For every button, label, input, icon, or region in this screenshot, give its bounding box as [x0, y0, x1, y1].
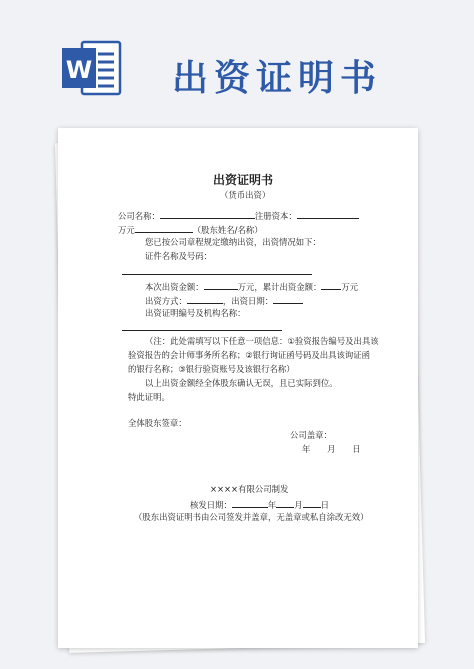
registered-capital-label: 注册资本： — [254, 211, 297, 221]
cert-label: 证件名称及号码： — [145, 251, 212, 261]
shareholder-name-label: （股东姓名/名称） — [192, 225, 263, 235]
company-name-row — [118, 210, 359, 220]
issuer-text: ××××有限公司制发 — [210, 484, 289, 494]
seal-date: 年 月 日 — [302, 444, 361, 454]
year-label: 年 — [267, 500, 277, 510]
svg-text:W: W — [65, 56, 93, 84]
company-name-label: 公司名称： — [118, 211, 160, 221]
document-page — [58, 128, 418, 648]
date-blank[interactable] — [273, 295, 303, 304]
banner — [0, 0, 474, 125]
banner-title: 出资证明书 — [172, 58, 383, 99]
month-label: 月 — [294, 500, 303, 510]
unit-wan-2: 万元 — [341, 282, 359, 292]
shareholder-name-blank[interactable] — [135, 224, 193, 233]
issue-date-label: 核发日期： — [190, 500, 232, 510]
unit-wan: 万元 — [118, 225, 135, 235]
registered-capital-blank[interactable] — [297, 210, 359, 219]
method-label: 出资方式： — [145, 296, 187, 306]
this-contribution-blank[interactable] — [204, 281, 238, 290]
contribution-row — [145, 281, 358, 291]
note-line-2: 验资报告的会计师事务所名称；②银行询证函号码及出具该询证函 — [128, 350, 371, 360]
footnote-text: （股东出资证明书由公司签发并盖章，无盖章或私自涂改无效） — [134, 512, 369, 522]
day-label: 日 — [320, 500, 329, 510]
cert-blank-line[interactable] — [122, 274, 312, 275]
note-line-3: 的银行名称；③银行验资账号及该银行名称） — [128, 364, 295, 374]
note-line-1: （注：此处需填写以下任意一项信息：①验资报告编号及出具该 — [145, 336, 379, 346]
method-row — [145, 295, 303, 305]
issue-year-blank[interactable] — [232, 499, 268, 508]
cert-no-label: 出资证明编号及机构名称： — [145, 308, 246, 318]
method-blank[interactable] — [187, 295, 223, 304]
company-seal-label: 公司盖章： — [290, 430, 332, 440]
comma: ， — [222, 296, 232, 306]
confirm-line: 以上出资金额经全体股东确认无误，且已实际到位。 — [145, 378, 338, 388]
date-label: 出资日期： — [231, 296, 274, 306]
issue-date-row — [190, 499, 329, 509]
this-contribution-label: 本次出资金额： — [145, 282, 204, 292]
cumulative-label: 万元，累计出资金额： — [237, 282, 322, 292]
hereby-text: 特此证明。 — [128, 392, 170, 402]
cumulative-blank[interactable] — [321, 281, 341, 290]
issue-month-blank[interactable] — [276, 499, 294, 508]
document-title: 出资证明书 — [213, 173, 274, 187]
intro-text: 您已按公司章程规定缴纳出资，出资情况如下： — [145, 237, 321, 247]
cert-no-blank-line[interactable] — [122, 330, 282, 331]
shareholders-sign-label: 全体股东签章： — [128, 418, 187, 428]
issue-day-blank[interactable] — [303, 499, 321, 508]
shareholder-row — [118, 224, 263, 234]
document-subtitle: （货币出资） — [220, 190, 271, 200]
word-document-icon — [60, 40, 122, 96]
company-name-blank[interactable] — [160, 210, 255, 219]
